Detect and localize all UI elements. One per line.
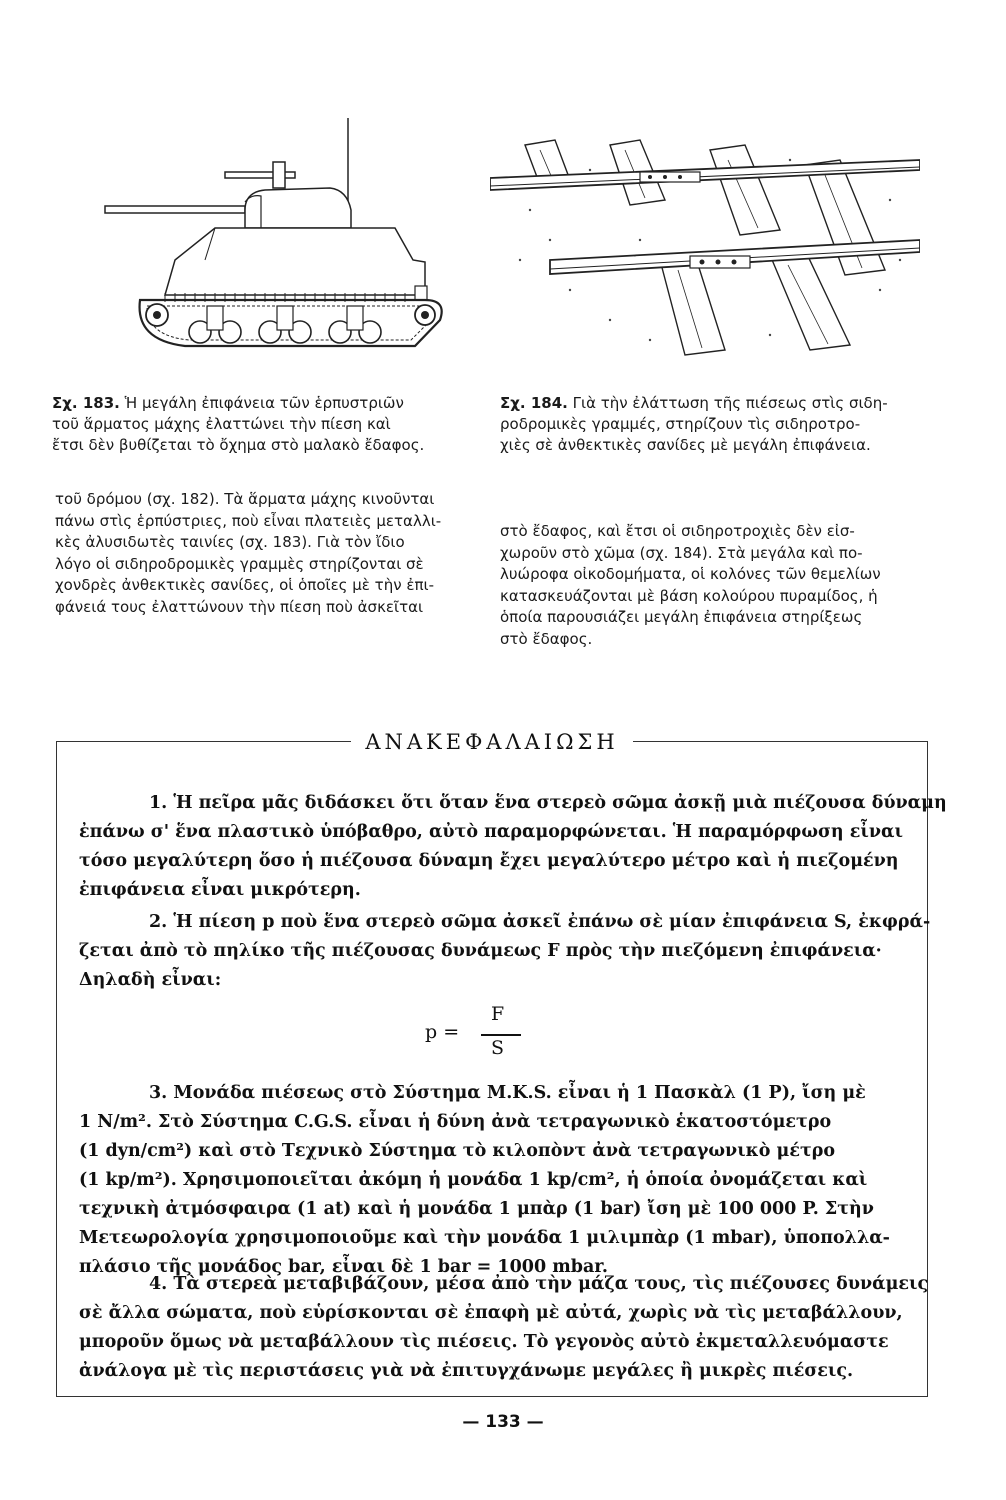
caption-line: τοῦ ἅρματος μάχης ἐλαττώνει τὴν πίεση καὶ [52,415,391,433]
formula-lhs: p = [425,1021,460,1043]
figure-183-caption [52,393,482,456]
text-line: (1 kp/m²). Χρησιμοποιεῖται ἀκόμη ἡ μονάδα 1 kp/cm², ἡ ὁποία ὀνομάζεται καὶ [79,1170,868,1190]
formula-denominator: S [491,1037,505,1059]
tank-icon [95,110,455,370]
summary-paragraph-1 [79,789,947,905]
caption-line: Ἡ μεγάλη ἐπιφάνεια τῶν ἑρπυστριῶν [124,394,404,412]
text-line: χωροῦν στὸ χῶμα (σχ. 184). Στὰ μεγάλα καὶ πο- [500,543,863,562]
body-text-right-column [500,521,925,650]
text-line: κὲς ἀλυσιδωτὲς ταινίες (σχ. 183). Γιὰ τὸν ἴδιο [55,533,405,551]
text-line: λόγο οἱ σιδηροδρομικὲς γραμμὲς στηρίζονται σὲ [55,554,424,573]
text-line: 3. Μονάδα πιέσεως στὸ Σύστημα M.K.S. εἶναι ἡ 1 Πασκὰλ (1 P), ἴση μὲ [149,1083,866,1103]
text-line: πλάσιο τῆς μονάδος bar, εἶναι δὲ 1 bar = 1000 mbar. [79,1257,609,1277]
text-line: κατασκευάζονται μὲ βάση κολούρου πυραμίδος, ἡ [500,586,878,605]
summary-box [56,730,947,1397]
caption-line: ἔτσι δὲν βυθίζεται τὸ ὄχημα στὸ μαλακὸ ἔδαφος. [52,436,425,454]
text-line: Δηλαδὴ εἶναι: [79,970,222,990]
body-text-left-column [55,489,485,618]
text-line: χονδρὲς ἀνθεκτικὲς σανίδες, οἱ ὁποῖες μὲ τὴν ἐπι- [55,576,434,594]
text-line: ἐπάνω σ' ἕνα πλαστικὸ ὑπόβαθρο, αὐτὸ παραμορφώνεται. Ἡ παραμόρφωση εἶναι [79,822,903,842]
caption-line: Γιὰ τὴν ἐλάττωση τῆς πιέσεως στὶς σιδη- [572,394,888,412]
railway-track-icon [490,120,920,375]
text-line: ὁποία παρουσιάζει μεγάλη ἐπιφάνεια στηρίξεως [500,608,863,626]
fraction-bar [481,1034,521,1036]
text-line: σὲ ἄλλα σώματα, ποὺ εὑρίσκονται σὲ ἐπαφὴ μὲ αὐτά, χωρὶς νὰ τὶς μεταβάλλουν, [79,1303,903,1323]
caption-line: ροδρομικὲς γραμμές, στηρίζουν τὶς σιδηροτρο- [500,415,861,433]
summary-paragraph-4 [79,1270,929,1386]
caption-line: χιὲς σὲ ἀνθεκτικὲς σανίδες μὲ μεγάλη ἐπιφάνεια. [500,436,871,454]
railway-illustration [490,120,920,375]
summary-title: ΑΝΑΚΕΦΑΛΑΙΩΣΗ [351,730,632,754]
text-line: (1 dyn/cm²) καὶ στὸ Τεχνικὸ Σύστημα τὸ κιλοπὸντ ἀνὰ τετραγωνικὸ μέτρο [79,1141,836,1161]
text-line: πάνω στὶς ἑρπύστριες, ποὺ εἶναι πλατειὲς μεταλλι- [55,511,442,530]
figure-183-number: Σχ. 183. [52,394,120,412]
text-line: 1. Ἡ πεῖρα μᾶς διδάσκει ὅτι ὅταν ἕνα στερεὸ σῶμα ἀσκῇ μιὰ πιέζουσα δύναμη [149,793,947,813]
pressure-formula [425,997,545,1067]
text-line: λυώροφα οἰκοδομήματα, οἱ κολόνες τῶν θεμελίων [500,565,881,583]
tank-illustration [95,110,455,370]
figure-184-number: Σχ. 184. [500,394,568,412]
text-line: στὸ ἔδαφος. [500,629,593,648]
text-line: τόσο μεγαλύτερη ὅσο ἡ πιέζουσα δύναμη ἔχει μεγαλύτερο μέτρο καὶ ἡ πιεζομένη [79,851,899,871]
text-line: 4. Τὰ στερεὰ μεταβιβάζουν, μέσα ἀπὸ τὴν μάζα τους, τὶς πιέζουσες δυνάμεις [149,1274,929,1294]
page-number: — 133 — [462,1412,544,1432]
text-line: ἀνάλογα μὲ τὶς περιστάσεις γιὰ νὰ ἐπιτυγχάνωμε μεγάλες ἢ μικρὲς πιέσεις. [79,1361,854,1381]
summary-paragraph-2 [79,908,931,995]
summary-title-wrapper [57,730,927,754]
text-line: φάνειά τους ἐλαττώνουν τὴν πίεση ποὺ ἀσκεῖται [55,597,424,616]
figure-184-caption [500,393,920,456]
text-line: ἐπιφάνεια εἶναι μικρότερη. [79,880,361,900]
text-line: τοῦ δρόμου (σχ. 182). Τὰ ἅρματα μάχης κινοῦνται [55,490,435,508]
text-line: Μετεωρολογία χρησιμοποιοῦμε καὶ τὴν μονάδα 1 μιλιμπὰρ (1 mbar), ὑποπολλα- [79,1228,890,1248]
summary-paragraph-3 [79,1079,907,1282]
text-line: τεχνικὴ ἀτμόσφαιρα (1 at) καὶ ἡ μονάδα 1 μπὰρ (1 bar) ἴση μὲ 100 000 P. Στὴν [79,1199,874,1219]
text-line: 2. Ἡ πίεση p ποὺ ἕνα στερεὸ σῶμα ἀσκεῖ ἐπάνω σὲ μίαν ἐπιφάνεια S, ἐκφρά- [149,912,931,932]
text-line: στὸ ἔδαφος, καὶ ἔτσι οἱ σιδηροτροχιὲς δὲν εἰσ- [500,522,855,540]
text-line: ζεται ἀπὸ τὸ πηλίκο τῆς πιέζουσας δυνάμεως F πρὸς τὴν πιεζόμενη ἐπιφάνεια· [79,941,882,961]
text-line: 1 N/m². Στὸ Σύστημα C.G.S. εἶναι ἡ δύνη ἀνὰ τετραγωνικὸ ἑκατοστόμετρο [79,1112,832,1132]
formula-numerator: F [491,1003,505,1025]
text-line: μποροῦν ὅμως νὰ μεταβάλλουν τὶς πιέσεις. Τὸ γεγονὸς αὐτὸ ἐκμεταλλευόμαστε [79,1332,889,1352]
